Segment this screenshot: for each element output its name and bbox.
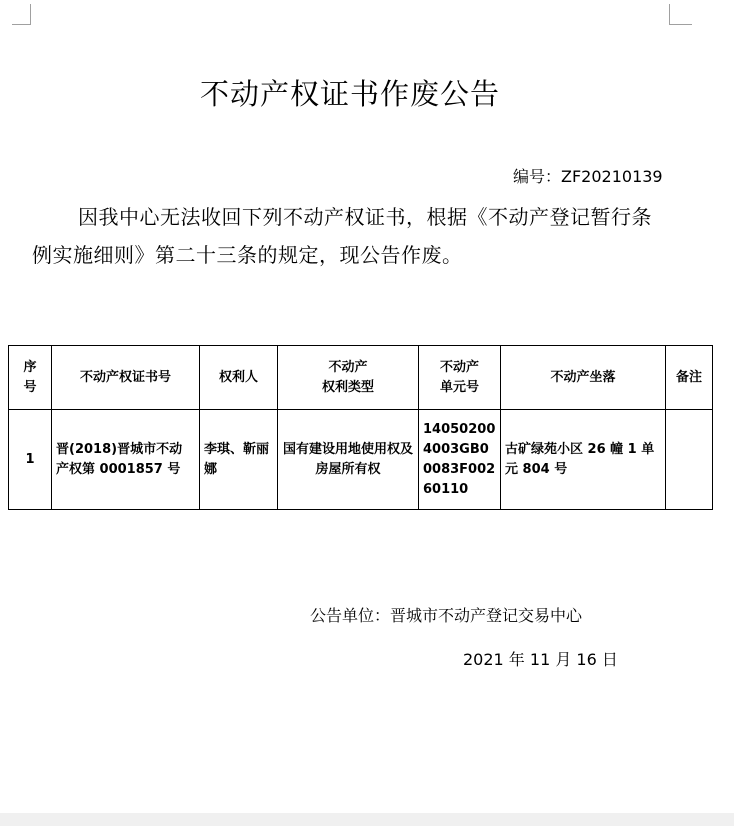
- issuer: 公告单位：晋城市不动产登记交易中心: [310, 606, 583, 625]
- page-title: 不动产权证书作废公告: [199, 77, 500, 111]
- table-header-row: [9, 346, 713, 410]
- header-location: 不动产坐落: [501, 346, 666, 410]
- certificate-table: [8, 345, 713, 510]
- announcement-body: 因我中心无法收回下列不动产权证书，根据《不动产登记暂行条例实施细则》第二十三条的规定，现公告作废。: [32, 205, 652, 267]
- document-number: 编号：ZF20210139: [513, 167, 663, 186]
- cell-unit-no: 140502004003GB00083F00260110: [419, 410, 501, 510]
- bottom-scroll-area: [0, 813, 734, 826]
- issue-date: 2021 年 11 月 16 日: [463, 650, 618, 669]
- header-seq: 序 号: [9, 346, 52, 410]
- page-corner-mark-left: [12, 4, 31, 25]
- cell-location: 古矿绿苑小区 26 幢 1 单元 804 号: [501, 410, 666, 510]
- header-remark: 备注: [666, 346, 713, 410]
- table-row: [9, 410, 713, 510]
- header-right-type: 不动产 权利类型: [278, 346, 419, 410]
- header-owner: 权利人: [200, 346, 278, 410]
- cell-remark: [666, 410, 713, 510]
- header-unit-no: 不动产 单元号: [419, 346, 501, 410]
- cell-seq: 1: [9, 410, 52, 510]
- header-cert-no: 不动产权证书号: [52, 346, 200, 410]
- cell-right-type: 国有建设用地使用权及房屋所有权: [278, 410, 419, 510]
- cell-cert-no: 晋(2018)晋城市不动产权第 0001857 号: [52, 410, 200, 510]
- page-corner-mark-right: [669, 4, 692, 25]
- cell-owner: 李琪、靳丽娜: [200, 410, 278, 510]
